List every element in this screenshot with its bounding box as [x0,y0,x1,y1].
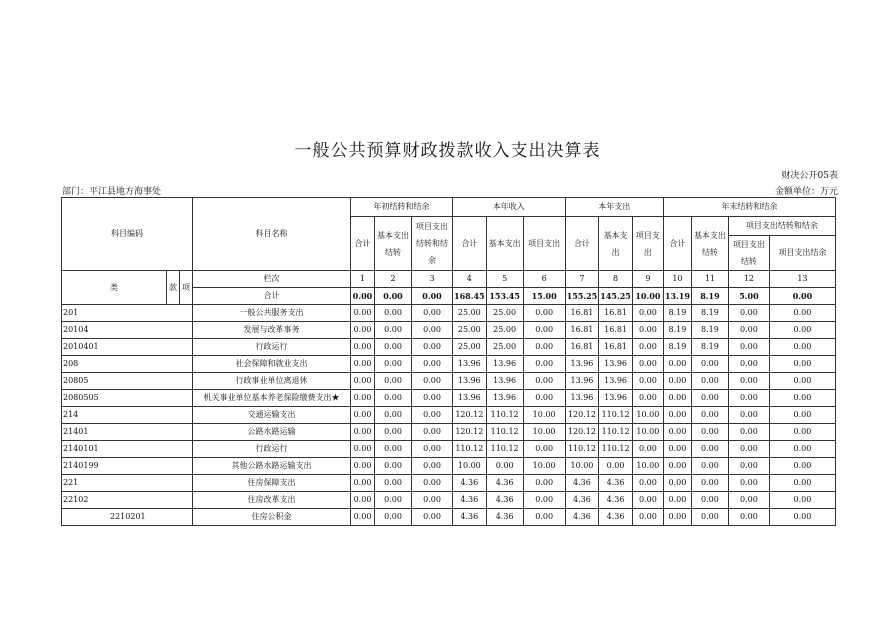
subject-code-cell: 201 [62,305,193,322]
subject-name-cell: 其他公路水路运输支出 [193,458,351,475]
value-cell: 0.00 [351,373,375,390]
value-cell: 110.12 [599,441,633,458]
value-cell: 0.00 [663,424,691,441]
table-row [62,424,836,441]
value-cell: 0.00 [632,441,663,458]
subject-name-cell: 行政运行 [193,339,351,356]
subject-name-cell: 住房保障支出 [193,475,351,492]
value-cell: 13.96 [453,356,487,373]
value-cell: 0.00 [769,339,835,356]
value-cell: 0.00 [375,475,412,492]
value-cell: 0.00 [769,305,835,322]
value-cell: 25.00 [453,322,487,339]
value-cell: 0.00 [412,407,453,424]
subject-code-cell: 20805 [62,373,193,390]
total-value-cell: 10.00 [632,288,663,305]
value-cell: 0.00 [663,509,691,526]
subject-name-cell: 社会保障和就业支出 [193,356,351,373]
value-cell: 0.00 [412,305,453,322]
value-cell: 0.00 [769,492,835,509]
value-cell: 0.00 [728,407,769,424]
value-cell: 4.36 [599,492,633,509]
table-row [62,305,836,322]
value-cell: 0.00 [769,424,835,441]
value-cell: 0.00 [351,322,375,339]
subject-name-cell: 住房公积金 [193,509,351,526]
table-row [62,407,836,424]
value-cell: 0.00 [351,492,375,509]
value-cell: 4.36 [565,509,599,526]
header-income-project: 项目支出 [523,217,565,271]
value-cell: 10.00 [632,458,663,475]
value-cell: 0.00 [691,407,728,424]
column-index-cell: 9 [632,271,663,288]
value-cell: 10.00 [565,458,599,475]
subject-name-cell: 行政事业单位离退休 [193,373,351,390]
table-row [62,492,836,509]
value-cell: 0.00 [691,373,728,390]
table-row [62,373,836,390]
value-cell: 0.00 [523,390,565,407]
value-cell: 0.00 [691,441,728,458]
header-expense-basic: 基本支出 [599,217,633,271]
value-cell: 10.00 [632,407,663,424]
header-ending-project: 项目支出结转和结余 [728,217,835,236]
value-cell: 0.00 [769,356,835,373]
form-number: 财决公开05表 [781,171,838,181]
value-cell: 13.96 [565,373,599,390]
column-index-cell: 10 [663,271,691,288]
value-cell: 0.00 [663,441,691,458]
column-index-cell: 5 [486,271,523,288]
header-kuan: 款 [167,271,180,305]
value-cell: 110.12 [486,441,523,458]
value-cell: 0.00 [412,390,453,407]
value-cell: 120.12 [565,407,599,424]
value-cell: 10.00 [523,407,565,424]
value-cell: 0.00 [523,475,565,492]
value-cell: 0.00 [663,373,691,390]
subject-code-cell: 22102 [62,492,193,509]
value-cell: 110.12 [486,424,523,441]
value-cell: 13.96 [599,390,633,407]
value-cell: 0.00 [412,373,453,390]
value-cell: 10.00 [523,424,565,441]
value-cell: 0.00 [412,339,453,356]
value-cell: 0.00 [663,475,691,492]
subject-name-cell: 一般公共服务支出 [193,305,351,322]
column-index-cell: 4 [453,271,487,288]
header-expense-project: 项目支出 [632,217,663,271]
value-cell: 0.00 [632,356,663,373]
value-cell: 0.00 [691,390,728,407]
value-cell: 25.00 [453,339,487,356]
subject-code-cell: 221 [62,475,193,492]
value-cell: 4.36 [486,509,523,526]
value-cell: 0.00 [375,509,412,526]
column-index-cell: 3 [412,271,453,288]
header-ending: 年末结转和结余 [663,198,835,217]
table-row [62,441,836,458]
column-index-cell: 12 [728,271,769,288]
value-cell: 0.00 [728,475,769,492]
header-ending-project-balance: 项目支出结余 [769,236,835,271]
value-cell: 0.00 [663,492,691,509]
value-cell: 0.00 [412,356,453,373]
amount-unit-label: 金额单位：万元 [774,187,838,197]
value-cell: 0.00 [632,305,663,322]
table-row [62,356,836,373]
value-cell: 13.96 [599,356,633,373]
value-cell: 16.81 [599,322,633,339]
header-subject-code: 科目编码 [62,198,193,271]
value-cell: 8.19 [691,305,728,322]
value-cell: 0.00 [663,390,691,407]
value-cell: 0.00 [769,390,835,407]
value-cell: 0.00 [523,339,565,356]
subject-code-cell: 21401 [62,424,193,441]
total-value-cell: 5.00 [728,288,769,305]
subject-name-cell: 行政运行 [193,441,351,458]
value-cell: 0.00 [728,373,769,390]
value-cell: 4.36 [599,509,633,526]
value-cell: 0.00 [632,322,663,339]
value-cell: 16.81 [599,339,633,356]
value-cell: 0.00 [691,424,728,441]
value-cell: 16.81 [599,305,633,322]
subject-code-cell: 2010401 [62,339,193,356]
subject-code-cell: 208 [62,356,193,373]
value-cell: 0.00 [632,492,663,509]
budget-table [61,197,836,526]
value-cell: 25.00 [453,305,487,322]
value-cell: 13.96 [565,390,599,407]
value-cell: 0.00 [769,441,835,458]
subject-name-cell: 交通运输支出 [193,407,351,424]
value-cell: 0.00 [769,475,835,492]
total-value-cell: 8.19 [691,288,728,305]
value-cell: 0.00 [691,492,728,509]
value-cell: 0.00 [632,509,663,526]
value-cell: 0.00 [663,458,691,475]
value-cell: 0.00 [769,373,835,390]
value-cell: 0.00 [769,509,835,526]
table-row [62,509,836,526]
total-value-cell: 168.45 [453,288,487,305]
value-cell: 0.00 [351,390,375,407]
value-cell: 0.00 [523,373,565,390]
value-cell: 8.19 [663,322,691,339]
value-cell: 0.00 [691,458,728,475]
subject-code-cell: 2210201 [62,509,193,526]
value-cell: 110.12 [599,407,633,424]
column-index-cell: 7 [565,271,599,288]
report-title: 一般公共预算财政拨款收入支出决算表 [294,141,601,161]
value-cell: 0.00 [632,390,663,407]
value-cell: 0.00 [728,492,769,509]
value-cell: 0.00 [412,509,453,526]
total-value-cell: 0.00 [375,288,412,305]
value-cell: 4.36 [565,475,599,492]
header-expense-total: 合计 [565,217,599,271]
value-cell: 0.00 [351,339,375,356]
header-income-total: 合计 [453,217,487,271]
value-cell: 110.12 [599,424,633,441]
column-index-cell: 11 [691,271,728,288]
total-value-cell: 13.19 [663,288,691,305]
value-cell: 8.19 [691,339,728,356]
department-label: 部门：平江县地方海事处 [62,187,162,197]
value-cell: 0.00 [769,407,835,424]
value-cell: 0.00 [412,475,453,492]
value-cell: 0.00 [523,322,565,339]
value-cell: 0.00 [375,322,412,339]
value-cell: 0.00 [523,492,565,509]
value-cell: 0.00 [691,475,728,492]
value-cell: 4.36 [599,475,633,492]
header-ending-project-carry: 项目支出结转 [728,236,769,271]
value-cell: 8.19 [663,305,691,322]
value-cell: 16.81 [565,322,599,339]
header-ending-total: 合计 [663,217,691,271]
value-cell: 10.00 [632,424,663,441]
value-cell: 0.00 [523,509,565,526]
value-cell: 13.96 [486,373,523,390]
value-cell: 10.00 [523,458,565,475]
total-value-cell: 153.45 [486,288,523,305]
value-cell: 0.00 [375,407,412,424]
value-cell: 13.96 [453,373,487,390]
header-income-basic: 基本支出 [486,217,523,271]
value-cell: 0.00 [351,475,375,492]
value-cell: 4.36 [453,492,487,509]
value-cell: 0.00 [663,407,691,424]
value-cell: 0.00 [412,458,453,475]
subject-name-cell: 发展与改革事务 [193,322,351,339]
header-income: 本年收入 [453,198,566,217]
value-cell: 0.00 [412,492,453,509]
value-cell: 0.00 [632,373,663,390]
header-beginning-basic: 基本支出结转 [375,217,412,271]
value-cell: 0.00 [375,356,412,373]
table-row [62,458,836,475]
value-cell: 0.00 [691,509,728,526]
table-row [62,390,836,407]
total-value-cell: 0.00 [412,288,453,305]
value-cell: 0.00 [375,390,412,407]
column-index-cell: 13 [769,271,835,288]
value-cell: 13.96 [486,356,523,373]
value-cell: 13.96 [453,390,487,407]
value-cell: 0.00 [663,356,691,373]
value-cell: 0.00 [728,509,769,526]
value-cell: 0.00 [728,339,769,356]
value-cell: 0.00 [375,441,412,458]
value-cell: 0.00 [728,356,769,373]
total-row-label: 合计 [193,288,351,305]
value-cell: 16.81 [565,305,599,322]
value-cell: 0.00 [375,305,412,322]
value-cell: 0.00 [728,424,769,441]
value-cell: 0.00 [523,356,565,373]
value-cell: 0.00 [351,356,375,373]
header-beginning-total: 合计 [351,217,375,271]
column-index-cell: 8 [599,271,633,288]
header-beginning-project: 项目支出结转和结余 [412,217,453,271]
value-cell: 4.36 [486,475,523,492]
value-cell: 13.96 [486,390,523,407]
subject-code-cell: 20104 [62,322,193,339]
value-cell: 25.00 [486,339,523,356]
value-cell: 110.12 [565,441,599,458]
value-cell: 25.00 [486,322,523,339]
value-cell: 0.00 [375,458,412,475]
value-cell: 0.00 [351,509,375,526]
value-cell: 0.00 [691,356,728,373]
table-row [62,339,836,356]
value-cell: 0.00 [599,458,633,475]
header-xiang: 项 [180,271,193,305]
value-cell: 120.12 [453,424,487,441]
value-cell: 0.00 [351,458,375,475]
value-cell: 8.19 [663,339,691,356]
header-subject-name: 科目名称 [193,198,351,271]
value-cell: 0.00 [412,424,453,441]
table-row [62,322,836,339]
total-value-cell: 145.25 [599,288,633,305]
total-value-cell: 0.00 [351,288,375,305]
value-cell: 0.00 [728,390,769,407]
value-cell: 0.00 [351,424,375,441]
header-column-index: 栏次 [193,271,351,288]
subject-name-cell: 住房改革支出 [193,492,351,509]
header-class: 类 [62,271,167,305]
value-cell: 0.00 [412,322,453,339]
subject-name-cell: 机关事业单位基本养老保险缴费支出★ [193,390,351,407]
value-cell: 0.00 [769,322,835,339]
value-cell: 0.00 [523,305,565,322]
column-index-cell: 6 [523,271,565,288]
subject-code-cell: 2140199 [62,458,193,475]
value-cell: 16.81 [565,339,599,356]
value-cell: 4.36 [486,492,523,509]
value-cell: 0.00 [728,322,769,339]
value-cell: 0.00 [728,305,769,322]
value-cell: 110.12 [486,407,523,424]
value-cell: 13.96 [565,356,599,373]
header-ending-basic: 基本支出结转 [691,217,728,271]
value-cell: 0.00 [351,305,375,322]
value-cell: 0.00 [728,441,769,458]
value-cell: 0.00 [523,441,565,458]
value-cell: 0.00 [375,339,412,356]
value-cell: 0.00 [412,441,453,458]
value-cell: 0.00 [351,407,375,424]
table-row [62,475,836,492]
header-beginning: 年初结转和结余 [351,198,453,217]
value-cell: 10.00 [453,458,487,475]
value-cell: 25.00 [486,305,523,322]
subject-code-cell: 214 [62,407,193,424]
value-cell: 0.00 [351,441,375,458]
total-value-cell: 15.00 [523,288,565,305]
value-cell: 120.12 [565,424,599,441]
value-cell: 8.19 [691,322,728,339]
value-cell: 4.36 [453,509,487,526]
value-cell: 0.00 [486,458,523,475]
value-cell: 0.00 [632,475,663,492]
value-cell: 0.00 [769,458,835,475]
column-index-cell: 1 [351,271,375,288]
subject-code-cell: 2140101 [62,441,193,458]
value-cell: 13.96 [599,373,633,390]
value-cell: 0.00 [375,373,412,390]
value-cell: 4.36 [565,492,599,509]
value-cell: 120.12 [453,407,487,424]
subject-name-cell: 公路水路运输 [193,424,351,441]
value-cell: 0.00 [632,339,663,356]
total-value-cell: 155.25 [565,288,599,305]
value-cell: 0.00 [375,492,412,509]
subject-code-cell: 2080505 [62,390,193,407]
value-cell: 0.00 [375,424,412,441]
header-expense: 本年支出 [565,198,663,217]
value-cell: 4.36 [453,475,487,492]
value-cell: 110.12 [453,441,487,458]
column-index-cell: 2 [375,271,412,288]
value-cell: 0.00 [728,458,769,475]
total-value-cell: 0.00 [769,288,835,305]
